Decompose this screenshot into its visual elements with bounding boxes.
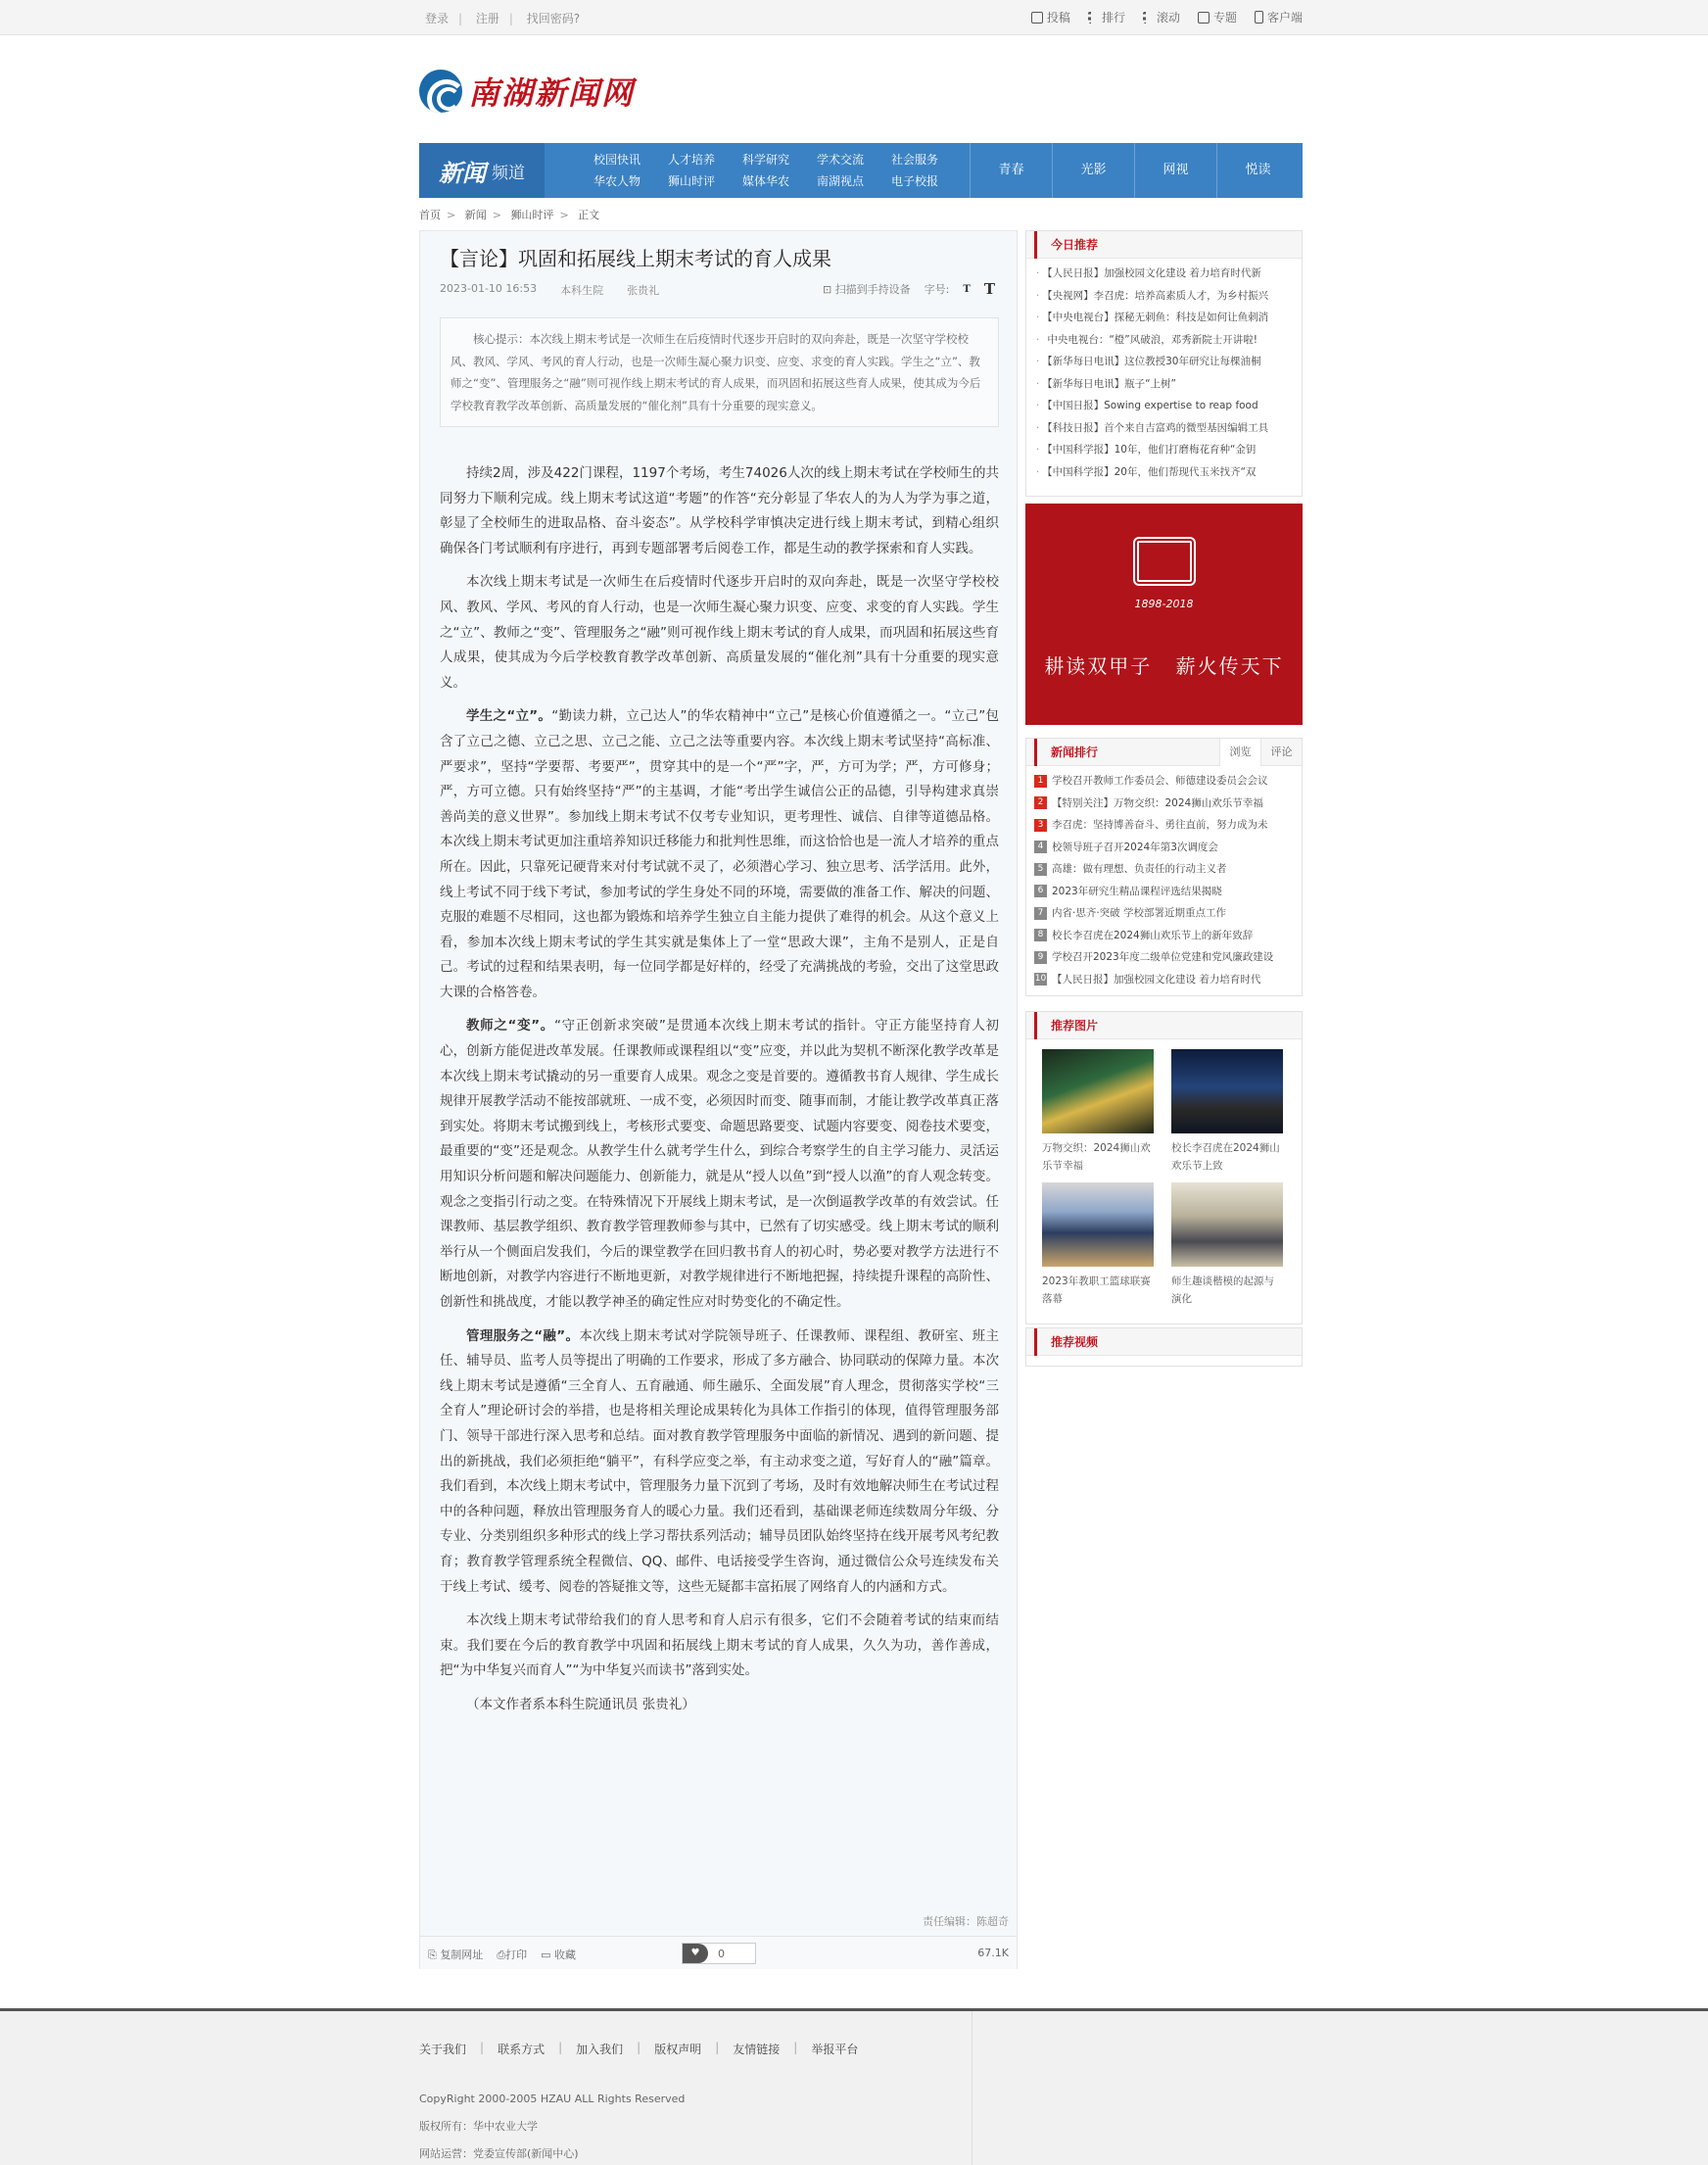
news-ranking bbox=[1025, 738, 1303, 996]
author-note: （本文作者系本科生院通讯员 张贵礼） bbox=[466, 1696, 695, 1712]
channel-nav bbox=[419, 143, 1303, 198]
list-item[interactable]: · 【中央电视台】探秘无刺鱼：科技是如何让鱼刺消 bbox=[1036, 307, 1292, 329]
rank-number: 1 bbox=[1034, 775, 1047, 788]
box-header bbox=[1026, 1328, 1302, 1356]
picture-caption: 师生趣谈楷模的起源与演化 bbox=[1171, 1275, 1274, 1305]
topic-label: 专题 bbox=[1212, 11, 1237, 24]
font-large-button[interactable]: T bbox=[983, 280, 995, 298]
anniversary-banner[interactable] bbox=[1025, 504, 1303, 725]
list-item[interactable]: · 【中国科学报】20年，他们帮现代玉米找齐“双 bbox=[1036, 461, 1292, 484]
ranking-title: 2023年研究生精品课程评选结果揭晓 bbox=[1052, 885, 1222, 897]
ranking-label: 排行 bbox=[1101, 11, 1125, 24]
ranking-title: 【人民日报】加强校园文化建设 着力培育时代 bbox=[1052, 973, 1261, 986]
login-link[interactable]: 登录 bbox=[425, 12, 450, 25]
paragraph bbox=[440, 704, 999, 1005]
recommended-videos bbox=[1025, 1327, 1303, 1367]
client-label: 客户端 bbox=[1266, 11, 1303, 24]
like-button[interactable] bbox=[682, 1943, 756, 1964]
article-author: 张贵礼 bbox=[627, 284, 660, 297]
nav-reading[interactable]: 悦读 bbox=[1216, 143, 1299, 198]
rank-number: 5 bbox=[1034, 863, 1047, 876]
divider: | bbox=[558, 2041, 563, 2054]
breadcrumb bbox=[419, 207, 599, 222]
picture-caption: 万物交织：2024狮山欢乐节幸福 bbox=[1042, 1142, 1151, 1172]
copyright-text: CopyRight 2000-2005 HZAU ALL Rights Reserved bbox=[419, 2093, 686, 2105]
breadcrumb-current: 正文 bbox=[578, 209, 600, 221]
site-logo[interactable] bbox=[419, 67, 635, 116]
paragraph-text: “勤读力耕，立己达人”的华农精神中“立己”是核心价值遵循之一。“立己”包含了立己之德、立己之思、立己之能、立己之法等重要内容。本次线上期末考试坚持“高标准、严要求”，坚持“学要帮、考要严”，贯穿其中的是一个“严”字，严，方可为学；严，方可修身；严，方可立德。只有始终坚持“严”的主基调，才能“考出学生诚信公正的品德，引导构建求真崇善尚美的意义世界”。参加线上期末考试不仅考专业知识，更考理性、诚信、自律等道德品格。本次线上期末考试更加注重培养知识迁移能力和批判性思维，而这恰恰也是一流人才培养的重点所在。因此，只靠死记硬背来对付考试就不灵了，必须潜心学习、独立思考、活学活用。此外，线上考试不同于线下考试，参加考试的学生身处不同的环境，需要做的准备工作、解决的问题、克服的难题不尽相同，这也都为锻炼和培养学生独立自主能力提供了难得的机会。从这个意义上看，参加本次线上期末考试的学生其实就是集体上了一堂“思政大课”，主角不是别人，正是自己。考试的过程和结果表明，每一位同学都是好样的，经受了充满挑战的考验，交出了这堂思政大课的合格答卷。 bbox=[440, 708, 999, 1000]
user-links bbox=[425, 10, 590, 26]
footer-link[interactable]: 联系方式 bbox=[498, 2043, 546, 2056]
page-size: 67.1K bbox=[977, 1947, 1009, 1959]
nav-item[interactable]: 社会服务 bbox=[891, 153, 939, 167]
nav-item[interactable]: 狮山时评 bbox=[668, 174, 716, 188]
main-nav bbox=[970, 143, 1299, 198]
ranking-link[interactable] bbox=[1088, 9, 1125, 25]
brand-sub: 频道 bbox=[492, 163, 525, 183]
list-item[interactable]: · 【中国日报】Sowing expertise to reap food bbox=[1036, 395, 1292, 417]
box-header bbox=[1026, 739, 1302, 766]
copy-url-button[interactable] bbox=[428, 1947, 483, 1962]
ranking-title: 【特别关注】万物交织：2024狮山欢乐节幸福 bbox=[1052, 796, 1263, 809]
ranking-tabs bbox=[1219, 739, 1302, 766]
footer-link[interactable]: 友情链接 bbox=[733, 2043, 781, 2056]
picture-thumbnail bbox=[1171, 1049, 1283, 1133]
list-item[interactable]: · 【中国科学报】10年，他们打磨梅花育种“金钥 bbox=[1036, 439, 1292, 461]
picture-item[interactable] bbox=[1171, 1049, 1283, 1175]
paragraph-lead: 教师之“变”。 bbox=[466, 1018, 554, 1034]
picture-grid bbox=[1026, 1039, 1302, 1308]
banner-slogan: 耕读双甲子 薪火传天下 bbox=[1044, 654, 1284, 678]
paragraph-text: “守正创新求突破”是贯通本次线上期末考试的指针。守正方能坚持育人初心，创新方能促进改革发展。任课教师或课程组以“变”应变，并以此为契机不断深化教学改革是本次线上期末考试撬动的另一重要育人成果。观念之变是首要的。遵循教书育人规律、学生成长规律开展教学活动不能按部就班、一成不变，必须因时而变、随事而制，才能让教学改革真正落到实处。将期末考试搬到线上，考核形式要变、命题思路要变、试题内容要变、阅卷技术要变，最重要的“变”还是观念。从教学生什么就考学生什么，到综合考察学生的自主学习能力、灵活运用知识分析问题和解决问题能力、创新能力，就是从“授人以鱼”到“授人以渔”的育人观念转变。观念之变指引行动之变。在特殊情况下开展线上期末考试，是一次倒逼教学改革的有效尝试。任课教师、基层教学组织、教育教学管理教师参与其中，已然有了切实感受。线上期末考试的顺利举行从一个侧面启发我们，今后的课堂教学在回归教书育人的初心时，势必要对教学方法进行不断地创新，对教学内容进行不断地更新，对教学规律进行不断地把握，持续提升课程的高阶性、创新性和挑战度，才能以教学神圣的确定性应对时势变化的不确定性。 bbox=[440, 1018, 999, 1310]
favorite-label: 收藏 bbox=[554, 1948, 577, 1961]
scan-to-device-button[interactable]: ⊡ 扫描到手持设备 bbox=[822, 283, 911, 296]
recommended-pictures bbox=[1025, 1011, 1303, 1324]
logo-mark-icon bbox=[419, 70, 462, 113]
ranking-title: 李召虎：坚持博善奋斗、勇往直前，努力成为未 bbox=[1052, 819, 1268, 831]
divider: | bbox=[793, 2041, 798, 2054]
nav-item[interactable]: 南湖视点 bbox=[817, 174, 865, 188]
chevron-right-icon: > bbox=[492, 209, 501, 221]
font-size-label: 字号: bbox=[924, 283, 950, 296]
picture-thumbnail bbox=[1042, 1049, 1154, 1133]
top-bar bbox=[0, 0, 1708, 35]
ranking-item[interactable] bbox=[1034, 946, 1294, 969]
article-footer bbox=[420, 1936, 1017, 1969]
article-actions bbox=[428, 1947, 576, 1962]
anniversary-seal-icon bbox=[1133, 537, 1196, 586]
article-title: 【言论】巩固和拓展线上期末考试的育人成果 bbox=[440, 247, 831, 270]
footer-link[interactable]: 关于我们 bbox=[419, 2043, 467, 2056]
ranking-item[interactable] bbox=[1034, 814, 1294, 837]
list-item[interactable]: · 【新华每日电讯】这位教授30年研究让每棵油桐 bbox=[1036, 351, 1292, 373]
ranking-title: 学校召开2023年度二级单位党建和党风廉政建设 bbox=[1052, 951, 1274, 963]
ranking-item[interactable] bbox=[1034, 770, 1294, 793]
list-item[interactable]: · 【人民日报】加强校园文化建设 着力培育时代新 bbox=[1036, 263, 1292, 285]
box-title: 推荐图片 bbox=[1034, 1012, 1098, 1039]
topic-link[interactable] bbox=[1198, 9, 1237, 25]
nav-item[interactable]: 校园快讯 bbox=[593, 153, 641, 167]
box-title: 新闻排行 bbox=[1034, 739, 1098, 766]
ranking-item[interactable] bbox=[1034, 969, 1294, 991]
footer-link[interactable]: 版权声明 bbox=[654, 2043, 702, 2056]
brand-main: 新闻 bbox=[439, 158, 486, 187]
rank-number: 2 bbox=[1034, 796, 1047, 809]
rank-number: 3 bbox=[1034, 819, 1047, 832]
nav-video[interactable]: 网视 bbox=[1134, 143, 1216, 198]
divider: | bbox=[637, 2041, 641, 2054]
paragraph bbox=[440, 1324, 999, 1601]
ranking-item[interactable] bbox=[1034, 925, 1294, 947]
sub-nav-grid bbox=[593, 151, 966, 189]
article-summary: 核心提示：本次线上期末考试是一次师生在后疫情时代逐步开启时的双向奔赴，既是一次坚守学校校风、教风、学风、考风的育人行动，也是一次师生凝心聚力识变、应变、求变的育人实践。学生之“立”、教师之“变”、管理服务之“融”则可视作线上期末考试的育人成果，而巩固和拓展这些育人成果，使其成为今后学校教育教学改革创新、高质量发展的“催化剂”具有十分重要的现实意义。 bbox=[440, 317, 999, 427]
submit-label: 投稿 bbox=[1046, 11, 1070, 24]
rank-number: 8 bbox=[1034, 929, 1047, 941]
chevron-right-icon: > bbox=[559, 209, 569, 221]
forgot-password-link[interactable]: 找回密码? bbox=[526, 12, 581, 25]
ranking-title: 校长李召虎在2024狮山欢乐节上的新年致辞 bbox=[1052, 929, 1254, 941]
thumb-up-icon: ♥ bbox=[683, 1944, 708, 1963]
today-recommend bbox=[1025, 230, 1303, 497]
rank-number: 10 bbox=[1034, 974, 1047, 985]
footer-links bbox=[419, 2041, 858, 2057]
list-item[interactable]: · 【科技日报】首个来自吉富鸡的微型基因编辑工具 bbox=[1036, 417, 1292, 440]
scroll-label: 滚动 bbox=[1156, 11, 1180, 24]
article-source: 本科生院 bbox=[560, 284, 604, 297]
client-link[interactable] bbox=[1255, 9, 1303, 25]
rank-number: 4 bbox=[1034, 841, 1047, 853]
picture-thumbnail bbox=[1042, 1182, 1154, 1267]
paragraph: 本次线上期末考试是一次师生在后疫情时代逐步开启时的双向奔赴，既是一次坚守学校校风、教风、学风、考风的育人行动，也是一次师生凝心聚力识变、应变、求变的育人实践。学生之“立”、教师之“变”、管理服务之“融”则可视作线上期末考试的育人成果，而巩固和拓展这些育人成果，使其成为今后学校教育教学改革创新、高质量发展的“催化剂”具有十分重要的现实意义。 bbox=[440, 574, 999, 691]
scroll-link[interactable] bbox=[1143, 9, 1180, 25]
nav-item[interactable]: 华农人物 bbox=[593, 174, 641, 188]
bookmark-icon: ▭ bbox=[541, 1948, 551, 1961]
nav-item[interactable]: 人才培养 bbox=[668, 153, 716, 167]
nav-item[interactable]: 科学研究 bbox=[742, 153, 790, 167]
submit-link[interactable] bbox=[1031, 9, 1070, 25]
like-count: 0 bbox=[718, 1947, 725, 1960]
article bbox=[419, 230, 1018, 1969]
rank-number: 9 bbox=[1034, 951, 1047, 964]
rank-number: 7 bbox=[1034, 907, 1047, 920]
ranking-item[interactable] bbox=[1034, 902, 1294, 925]
edit-icon bbox=[1031, 12, 1043, 24]
owner-text: 版权所有：华中农业大学 bbox=[419, 2120, 538, 2133]
phone-icon bbox=[1255, 11, 1263, 24]
box-header bbox=[1026, 1012, 1302, 1039]
list-item[interactable]: · 【央视网】李召虎：培养高素质人才，为乡村振兴 bbox=[1036, 285, 1292, 308]
print-label: 打印 bbox=[505, 1948, 528, 1961]
channel-brand[interactable] bbox=[419, 143, 545, 198]
tab-views[interactable]: 浏览 bbox=[1219, 739, 1260, 766]
banner-years: 1898-2018 bbox=[1134, 598, 1194, 610]
ranking-item[interactable] bbox=[1034, 837, 1294, 859]
divider: | bbox=[480, 2041, 485, 2054]
scroll-icon bbox=[1143, 12, 1153, 24]
picture-item[interactable] bbox=[1042, 1049, 1154, 1175]
copy-icon: ⎘ bbox=[428, 1948, 437, 1961]
article-meta bbox=[440, 282, 659, 298]
topic-icon bbox=[1198, 12, 1210, 24]
paragraph: 本次线上期末考试带给我们的育人思考和育人启示有很多，它们不会随着考试的结束而结束。我们要在今后的教育教学中巩固和拓展线上期末考试的育人成果，久久为功，善作善成，把“为中华复兴而育人”“为中华复兴而读书”落到实处。 bbox=[440, 1612, 999, 1679]
printer-icon: ⎙ bbox=[497, 1948, 506, 1961]
recommend-list bbox=[1026, 259, 1302, 487]
ranking-list bbox=[1026, 766, 1302, 994]
footer-link[interactable]: 加入我们 bbox=[576, 2043, 624, 2056]
font-small-button[interactable]: T bbox=[963, 283, 971, 295]
favorite-button[interactable] bbox=[541, 1947, 576, 1962]
article-body bbox=[440, 461, 999, 1727]
paragraph bbox=[440, 1014, 999, 1315]
divider: | bbox=[458, 12, 463, 25]
divider: | bbox=[715, 2041, 720, 2054]
ranking-title: 校领导班子召开2024年第3次调度会 bbox=[1052, 841, 1218, 853]
ranking-title: 学校召开教师工作委员会、师德建设委员会会议 bbox=[1052, 775, 1268, 787]
nav-item[interactable]: 电子校报 bbox=[891, 174, 939, 188]
responsible-editor: 责任编辑：陈超奇 bbox=[923, 1915, 1009, 1928]
footer-divider bbox=[972, 2011, 973, 2165]
picture-item[interactable] bbox=[1171, 1182, 1283, 1308]
box-title: 推荐视频 bbox=[1034, 1328, 1098, 1356]
list-item[interactable]: · 中央电视台：“橙”风破浪，邓秀新院士开讲啦! bbox=[1036, 329, 1292, 352]
breadcrumb-section[interactable]: 狮山时评 bbox=[510, 209, 554, 221]
ranking-title: 高雄：做有理想、负责任的行动主义者 bbox=[1052, 863, 1227, 875]
ranking-icon bbox=[1088, 12, 1098, 24]
quick-links bbox=[1031, 9, 1303, 25]
nav-item[interactable]: 媒体华农 bbox=[742, 174, 790, 188]
scan-label: 扫描到手持设备 bbox=[834, 283, 911, 296]
paragraph-lead: 管理服务之“融”。 bbox=[466, 1327, 580, 1344]
box-title: 今日推荐 bbox=[1034, 231, 1098, 259]
chevron-right-icon: > bbox=[447, 209, 456, 221]
article-tools bbox=[823, 280, 995, 298]
register-link[interactable]: 注册 bbox=[475, 12, 499, 25]
footer-copyright bbox=[419, 2086, 685, 2165]
ranking-item[interactable] bbox=[1034, 881, 1294, 903]
paragraph-text: 本次线上期末考试对学院领导班子、任课教师、课程组、教研室、班主任、辅导员、监考人员等提出了明确的工作要求，形成了多方融合、协同联动的保障力量。本次线上期末考试是遵循“三全育人、五育融通、师生融乐、全面发展”育人理念，贯彻落实学校“三全育人”理论研讨会的举措，也是将相关理论成果转化为具体工作指引的体现，值得管理服务部门、领导干部进行深入思考和总结。面对教育教学管理服务中面临的新情况、遇到的新问题、提出的新挑战，我们必须拒绝“躺平”，有科学应变之举，有主动求变之道，写好育人的“融”篇章。我们看到，本次线上期末考试中，管理服务力量下沉到了考场，及时有效地解决师生在考试过程中的各种问题，释放出管理服务育人的暖心力量。我们还看到，基础课老师连续数周分年级、分专业、分类别组织多种形式的线上学习帮扶系列活动；辅导员团队始终坚持在线开展考风考纪教育；教育教学管理系统全程微信、QQ、邮件、电话接受学生咨询，通过微信公众号连续发布关于线上考试、缓考、阅卷的答疑推文等，这些无疑都丰富拓展了网络育人的内涵和方式。 bbox=[440, 1327, 1000, 1595]
divider: | bbox=[508, 12, 513, 25]
list-item[interactable]: · 【新华每日电讯】瓶子“上树” bbox=[1036, 373, 1292, 396]
print-button[interactable] bbox=[497, 1947, 527, 1962]
box-header bbox=[1026, 231, 1302, 259]
paragraph: 持续2周，涉及422门课程，1197个考场，考生74026人次的线上期末考试在学校师生的共同努力下顺利完成。线上期末考试这道“考题”的作答“充分彰显了华农人的为人为学为事之道，彰显了全校师生的进取品格、奋斗姿态”。从学校科学审慎决定进行线上期末考试，到精心组织确保各门考试顺利有序进行，再到专题部署考后阅卷工作，都是生动的教学探索和育人实践。 bbox=[440, 465, 999, 556]
operator-text: 网站运营：党委宣传部(新闻中心) bbox=[419, 2147, 579, 2160]
ranking-item[interactable] bbox=[1034, 793, 1294, 815]
copy-url-label: 复制网址 bbox=[440, 1948, 484, 1961]
paragraph-lead: 学生之“立”。 bbox=[466, 708, 552, 725]
footer-link[interactable]: 举报平台 bbox=[811, 2043, 859, 2056]
nav-photo[interactable]: 光影 bbox=[1052, 143, 1134, 198]
rank-number: 6 bbox=[1034, 885, 1047, 897]
picture-thumbnail bbox=[1171, 1182, 1283, 1267]
site-footer bbox=[0, 2008, 1708, 2165]
breadcrumb-news[interactable]: 新闻 bbox=[464, 209, 487, 221]
nav-item[interactable]: 学术交流 bbox=[817, 153, 865, 167]
article-date: 2023-01-10 16:53 bbox=[440, 282, 538, 295]
ranking-title: 内省·思齐·突破 学校部署近期重点工作 bbox=[1052, 907, 1227, 919]
tab-comments[interactable]: 评论 bbox=[1260, 739, 1302, 766]
logo-text: 南湖新闻网 bbox=[468, 74, 636, 112]
nav-youth[interactable]: 青春 bbox=[970, 143, 1052, 198]
breadcrumb-home[interactable]: 首页 bbox=[419, 209, 441, 221]
picture-caption: 校长李召虎在2024狮山欢乐节上致 bbox=[1171, 1142, 1280, 1172]
picture-caption: 2023年教职工篮球联赛落幕 bbox=[1042, 1275, 1151, 1305]
picture-item[interactable] bbox=[1042, 1182, 1154, 1308]
ranking-item[interactable] bbox=[1034, 858, 1294, 881]
